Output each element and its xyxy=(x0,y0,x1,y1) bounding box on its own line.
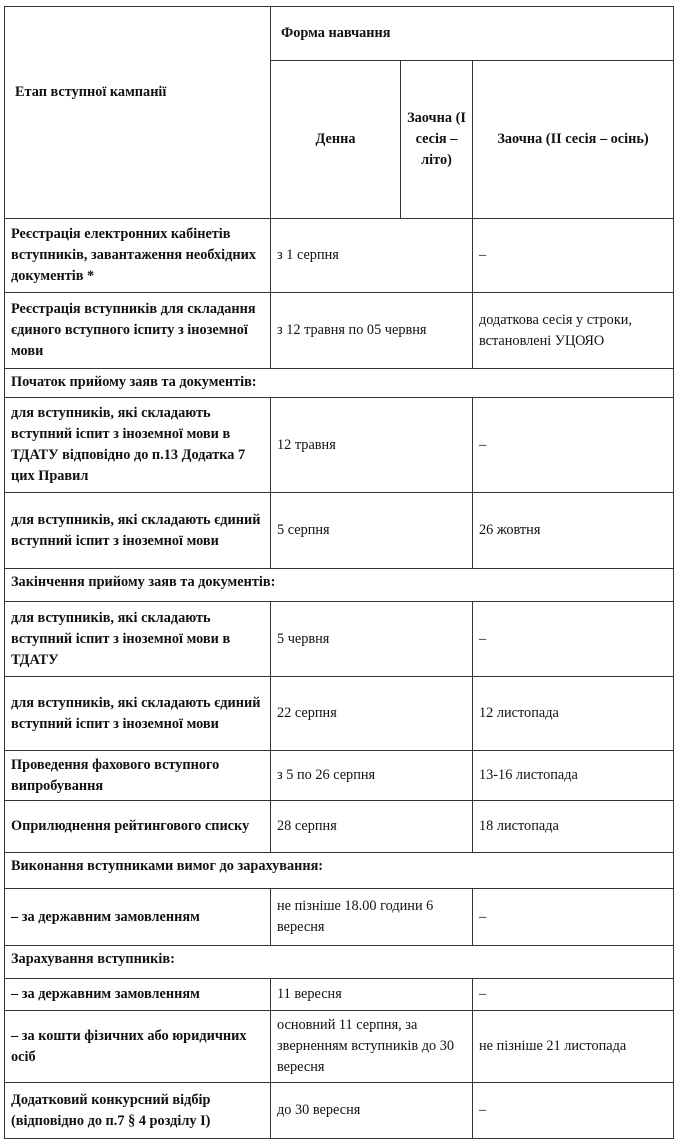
section-heading: Початок прийому заяв та документів: xyxy=(5,369,674,398)
autumn-cell: – xyxy=(473,889,674,946)
stage-cell: – за кошти фізичних або юридичних осіб xyxy=(5,1011,271,1083)
section-heading: Виконання вступниками вимог до зарахування: xyxy=(5,853,674,889)
table-row xyxy=(5,889,674,946)
day-cell: з 1 серпня xyxy=(271,219,473,293)
day-cell: 28 серпня xyxy=(271,801,473,853)
header-extramural-summer: Заочна (І сесія – літо) xyxy=(401,61,473,219)
autumn-cell: – xyxy=(473,979,674,1011)
table-row xyxy=(5,398,674,493)
day-cell: з 12 травня по 05 червня xyxy=(271,293,473,369)
autumn-cell: 18 листопада xyxy=(473,801,674,853)
autumn-cell: 26 жовтня xyxy=(473,493,674,569)
day-cell: 5 серпня xyxy=(271,493,473,569)
stage-cell: – за державним замовленням xyxy=(5,889,271,946)
autumn-cell: 13-16 листопада xyxy=(473,751,674,801)
day-cell: 5 червня xyxy=(271,602,473,677)
section-row xyxy=(5,569,674,602)
stage-cell: Реєстрація вступників для складання єдиного вступного іспиту з іноземної мови xyxy=(5,293,271,369)
table-row xyxy=(5,801,674,853)
day-cell: з 5 по 26 серпня xyxy=(271,751,473,801)
day-cell: 11 вересня xyxy=(271,979,473,1011)
autumn-cell: 12 листопада xyxy=(473,677,674,751)
stage-cell: Реєстрація електронних кабінетів вступників, завантаження необхідних документів * xyxy=(5,219,271,293)
section-heading: Закінчення прийому заяв та документів: xyxy=(5,569,674,602)
section-heading: Зарахування вступників: xyxy=(5,946,674,979)
section-row xyxy=(5,946,674,979)
table-row xyxy=(5,677,674,751)
day-cell: не пізніше 18.00 години 6 вересня xyxy=(271,889,473,946)
admission-schedule-table xyxy=(4,6,674,1139)
autumn-cell: не пізніше 21 листопада xyxy=(473,1011,674,1083)
autumn-cell: – xyxy=(473,1083,674,1139)
autumn-cell: – xyxy=(473,398,674,493)
table-row xyxy=(5,751,674,801)
stage-cell: Проведення фахового вступного випробування xyxy=(5,751,271,801)
section-row xyxy=(5,369,674,398)
stage-cell: для вступників, які складають єдиний вступний іспит з іноземної мови xyxy=(5,493,271,569)
stage-cell: Оприлюднення рейтингового списку xyxy=(5,801,271,853)
table-row xyxy=(5,1083,674,1139)
stage-cell: для вступників, які складають вступний іспит з іноземної мови в ТДАТУ відповідно до п.13 Додатка 7 цих Правил xyxy=(5,398,271,493)
table-row xyxy=(5,219,674,293)
table-row xyxy=(5,293,674,369)
section-row xyxy=(5,853,674,889)
autumn-cell: – xyxy=(473,219,674,293)
stage-cell: для вступників, які складають вступний іспит з іноземної мови в ТДАТУ xyxy=(5,602,271,677)
header-row-1 xyxy=(5,7,674,61)
stage-cell: – за державним замовленням xyxy=(5,979,271,1011)
header-stage xyxy=(5,7,271,219)
stage-cell: для вступників, які складають єдиний вступний іспит з іноземної мови xyxy=(5,677,271,751)
table-row xyxy=(5,602,674,677)
day-cell: 12 травня xyxy=(271,398,473,493)
header-extramural-autumn: Заочна (ІІ сесія – осінь) xyxy=(473,61,674,219)
header-day: Денна xyxy=(271,61,401,219)
day-cell: основний 11 серпня, за зверненням вступників до 30 вересня xyxy=(271,1011,473,1083)
autumn-cell: додаткова сесія у строки, встановлені УЦОЯО xyxy=(473,293,674,369)
table-row xyxy=(5,979,674,1011)
table-row xyxy=(5,493,674,569)
autumn-cell: – xyxy=(473,602,674,677)
stage-cell: Додатковий конкурсний відбір (відповідно до п.7 § 4 розділу І) xyxy=(5,1083,271,1139)
header-stage-label: Етап вступної кампанії xyxy=(15,84,167,100)
day-cell: 22 серпня xyxy=(271,677,473,751)
header-form: Форма навчання xyxy=(271,7,674,61)
table-row xyxy=(5,1011,674,1083)
day-cell: до 30 вересня xyxy=(271,1083,473,1139)
